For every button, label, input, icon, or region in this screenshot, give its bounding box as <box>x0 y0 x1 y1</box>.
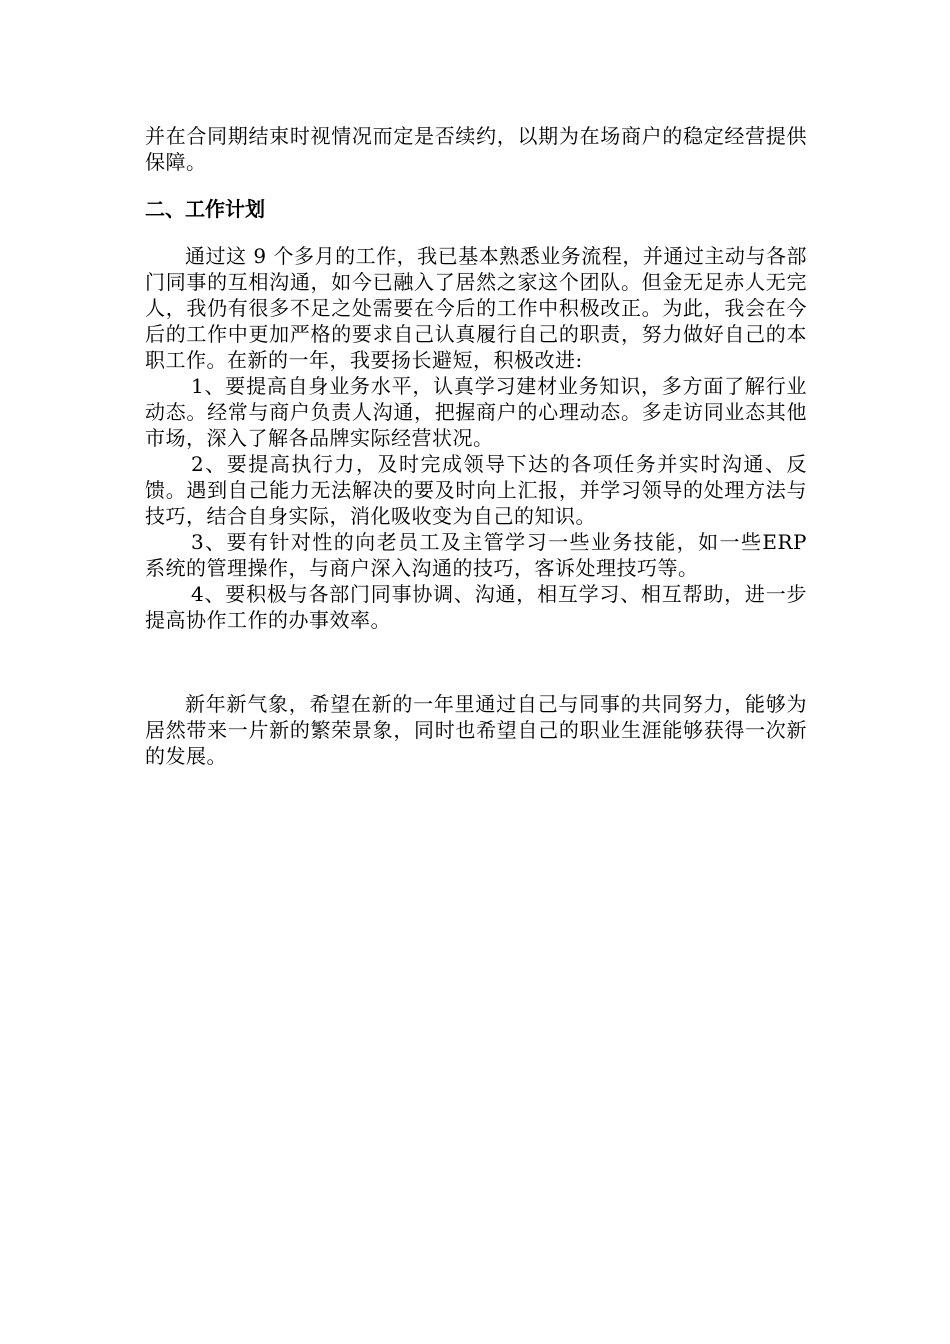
work-plan-section <box>145 243 807 633</box>
plan-paragraph: 通过这 9 个多月的工作，我已基本熟悉业务流程，并通过主动与各部门同事的互相沟通，如今已融入了居然之家这个团队。但金无足赤人无完人，我仍有很多不足之处需要在今后的工作中积极改正。为此，我会在今后的工作中更加严格的要求自己认真履行自己的职责，努力做好自己的本职工作。在新的一年，我要扬长避短，积极改进: <box>145 244 807 372</box>
plan-item-3: 3、要有针对性的向老员工及主管学习一些业务技能，如一些ERP 系统的管理操作，与商户深入沟通的技巧，客诉处理技巧等。 <box>145 530 807 580</box>
closing-paragraph: 新年新气象，希望在新的一年里通过自己与同事的共同努力，能够为居然带来一片新的繁荣景象，同时也希望自己的职业生涯能够获得一次新的发展。 <box>145 692 807 768</box>
plan-item-2: 2、要提高执行力，及时完成领导下达的各项任务并实时沟通、反馈。遇到自己能力无法解决的要及时向上汇报，并学习领导的处理方法与技巧，结合自身实际，消化吸收变为自己的知识。 <box>145 452 807 528</box>
plan-item-1: 1、要提高自身业务水平，认真学习建材业务知识，多方面了解行业动态。经常与商户负责人沟通，把握商户的心理动态。多走访同业态其他市场，深入了解各品牌实际经营状况。 <box>145 374 807 450</box>
section-heading: 二、工作计划 <box>145 197 265 221</box>
closing-section <box>145 691 807 769</box>
plan-item-4: 4、要积极与各部门同事协调、沟通，相互学习、相互帮助，进一步提高协作工作的办事效率。 <box>145 582 807 632</box>
intro-paragraph: 并在合同期结束时视情况而定是否续约，以期为在场商户的稳定经营提供保障。 <box>145 124 807 174</box>
